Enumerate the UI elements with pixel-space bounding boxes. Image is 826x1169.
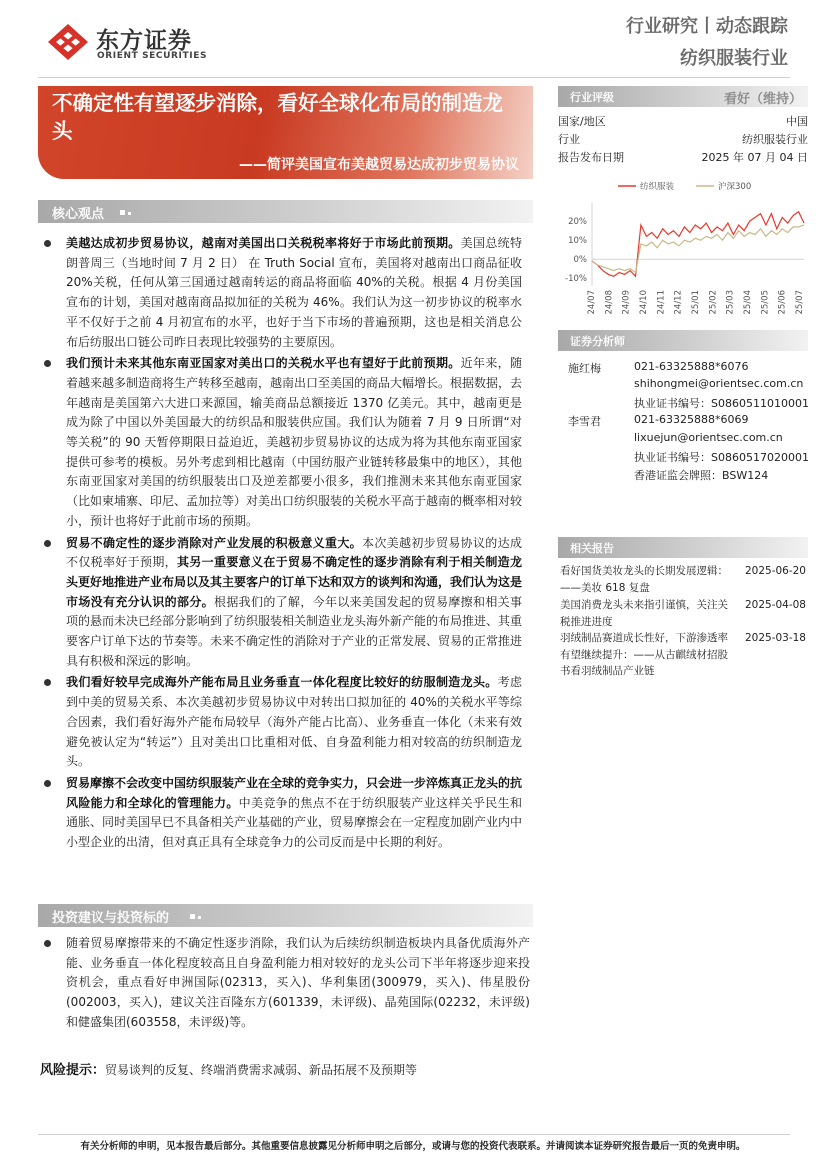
- rating-val: 纺织服装行业: [742, 133, 808, 146]
- chart-legend: [618, 181, 751, 192]
- header-divider: [38, 77, 790, 78]
- legend-label: 纺织服装: [640, 182, 675, 192]
- x-tick-label: 24/11: [656, 290, 667, 315]
- core-point-4-body: 考虑到中美的贸易关系、本次美越初步贸易协议中对转出口拟加征的 40%的关税水平等综合因素，我们看好海外产能布局较早（海外产能占比高）、业务垂直一体化（未来有效避免被认定为“转运”）且对美出口比重相对低、自身盈利能力相对较高的纺织制造龙头。: [66, 675, 522, 769]
- invest-advice: [38, 934, 530, 1035]
- core-point-2-lead: 我们预计未来其他东南亚国家对美出口的关税水平也有望好于此前预期。: [66, 356, 461, 371]
- rating-key: 报告发布日期: [558, 151, 624, 164]
- core-point-5-lead: 贸易摩擦不会改变中国纺织服装产业在全球的竞争实力，只会进一步淬炼真正龙头的抗风险能力和全球化的管理能力。: [66, 775, 523, 810]
- analyst-phone: 021-63325888*6069: [634, 413, 749, 426]
- report-subtitle: ——简评美国宣布美越贸易达成初步贸易协议: [239, 157, 519, 173]
- core-point-4: [38, 673, 522, 772]
- y-tick-label: 20%: [568, 217, 587, 228]
- rating-value: 看好（维持）: [723, 92, 802, 107]
- core-point-3-mid: 本次美越初步贸易协议的达成不仅税率好于预期，: [66, 535, 522, 570]
- analyst-name: 施红梅: [568, 362, 601, 375]
- core-points: [38, 234, 522, 855]
- analyst-name: 李雪君: [568, 415, 601, 428]
- section-dots-icon: [190, 914, 206, 920]
- analyst-hk-license: 香港证监会牌照：BSW124: [634, 469, 769, 482]
- chart-y-ticks: [565, 217, 587, 284]
- related-report-title[interactable]: 看好国货美妆龙头的长期发展逻辑：——美妆 618 复盘: [560, 565, 728, 594]
- section-dots-icon: [120, 210, 136, 216]
- x-tick-label: 24/10: [639, 290, 649, 315]
- x-tick-label: 24/07: [587, 290, 597, 315]
- related-report-title[interactable]: 羽绒制品赛道成长性好，下游渗透率有望继续提升：——从古麒绒材招股书看羽绒制品产业链: [560, 632, 728, 677]
- series-line: [592, 212, 804, 277]
- core-point-4-lead: 我们看好较早完成海外产能布局且业务垂直一体化程度比较好的纺服制造龙头。: [66, 675, 498, 690]
- related-report[interactable]: [560, 597, 808, 630]
- x-tick-label: 25/04: [743, 290, 753, 315]
- invest-point: 随着贸易摩擦带来的不确定性逐步消除，我们认为后续纺织制造板块内具备优质海外产能、业务垂直一体化程度较高且自身盈利能力相对较好的龙头公司下半年将逐步迎来投资机会，重点看好申洲国际(02313，买入)、华利集团(300979，买入)、伟星股份(002003，买入)，建议关注百隆东方(601339，未评级)、晶苑国际(02232，未评级)和健盛集团(603558，未评级)等。: [38, 934, 530, 1033]
- rating-label: 行业评级: [570, 91, 614, 104]
- x-tick-label: 25/01: [691, 290, 701, 315]
- footer-disclaimer: 有关分析师的申明，见本报告最后部分。其他重要信息披露见分析师申明之后部分，或请与您的投资代表联系。并请阅读本证券研究报告最后一页的免责申明。: [80, 1141, 746, 1152]
- report-type: 行业研究丨动态跟踪: [626, 16, 788, 37]
- core-section-title: 核心观点: [52, 207, 105, 222]
- analyst-section-title: 证券分析师: [570, 335, 625, 348]
- related-report-date: 2025-03-18: [744, 632, 806, 644]
- core-point-3-lead: 贸易不确定性的逐步消除对产业发展的积极意义重大。: [66, 535, 362, 550]
- core-point-3: [38, 534, 522, 672]
- core-point-1: [38, 234, 522, 352]
- risk-text: 贸易谈判的反复、终端消费需求减弱、新品拓展不及预期等: [105, 1063, 418, 1077]
- risk-warning: [40, 1059, 417, 1078]
- x-tick-label: 24/12: [673, 290, 684, 315]
- core-point-2-body: 近年来，随着越来越多制造商将生产转移至越南，越南出口至美国的商品大幅增长。根据数据，去年越南是美国第六大进口来源国，输美商品总额接近 1370 亿美元。其中，越南更是成为除了中国以外美国最大的纺织品和服装供应国。我们认为随着 7 月 9 日所谓“对等关税”的 90 天暂停期限日益迫近，美越初步贸易协议的达成为将为其他东南亚国家提供可参考的模板。另外考虑到相比越南（中国纺服产业链转移最集中的地区），其他东南亚国家对美国的纺织服装出口及逆差都要小很多，我们推测未来其他东南亚国家（比如柬埔寨、印尼、孟加拉等）对美出口纺织服装的关税水平高于越南的概率相对较小，预计也将好于此前市场的预期。: [66, 356, 523, 528]
- x-tick-label: 25/03: [725, 290, 736, 315]
- core-point-3-emphasis: 其另一重要意义在于贸易不确定性的逐步消除有利于相关制造龙头更好地推进产业布局以及其主要客户的订单下达和双方的谈判和沟通，我们认为这是市场没有充分认识的部分。: [66, 555, 523, 609]
- analyst-cert: 执业证书编号：S0860517020001: [634, 451, 809, 464]
- analyst-section-bar: [558, 330, 808, 351]
- report-title: 不确定性有望逐步消除，看好全球化布局的制造龙头: [52, 91, 503, 143]
- rating-key: 国家/地区: [558, 115, 606, 128]
- logo-text: 东方证券: [96, 28, 192, 54]
- series-line: [592, 225, 804, 273]
- related-report-title[interactable]: 美国消费龙头未来指引谨慎，关注关税推进进度: [560, 599, 728, 628]
- related-section-title: 相关报告: [570, 542, 614, 555]
- legend-label: 沪深300: [718, 182, 752, 192]
- related-report[interactable]: [560, 630, 808, 680]
- header-right: [626, 12, 788, 70]
- x-tick-label: 24/08: [604, 290, 615, 315]
- y-tick-label: 0%: [573, 255, 587, 266]
- related-report-date: 2025-06-20: [744, 565, 806, 577]
- core-point-5-body: 中美竞争的焦点不在于纺织服装产业这样关乎民生和通胀、同时美国早已不具备相关产业基础的产业，贸易摩擦会在一定程度加剧产业内中小型企业的出清，但对真正具有全球竞争力的公司反而是中长期的利好。: [66, 795, 523, 850]
- y-tick-label: 10%: [568, 236, 587, 247]
- performance-chart: [558, 178, 808, 323]
- analyst-phone: 021-63325888*6076: [634, 360, 749, 373]
- analyst-email[interactable]: lixuejun@orientsec.com.cn: [634, 431, 783, 444]
- chart-lines: [592, 212, 804, 277]
- x-tick-label: 25/05: [760, 290, 771, 315]
- x-tick-label: 25/07: [795, 290, 805, 315]
- rating-bar: [558, 86, 808, 107]
- invest-section-title: 投资建议与投资标的: [52, 911, 170, 926]
- x-tick-label: 25/06: [777, 290, 788, 315]
- core-point-5: [38, 774, 522, 853]
- y-tick-label: -10%: [565, 274, 587, 285]
- rating-val: 2025 年 07 月 04 日: [701, 151, 808, 164]
- related-report-date: 2025-04-08: [744, 599, 806, 611]
- related-section-bar: [558, 537, 808, 558]
- x-tick-label: 24/09: [621, 290, 632, 315]
- x-tick-label: 25/02: [708, 290, 719, 315]
- rating-key: 行业: [558, 133, 580, 146]
- title-banner: [38, 86, 533, 179]
- footer-divider: [38, 1134, 790, 1135]
- analyst-cert: 执业证书编号：S0860511010001: [634, 397, 809, 410]
- chart-x-ticks: [587, 290, 805, 315]
- core-point-2: [38, 354, 522, 531]
- core-point-3-body: 根据我们的了解，今年以来美国发起的贸易摩擦和相关事项的悬而未决已经部分影响到了纺织服装相关制造业龙头海外新产能的布局推进、其重要客户订单下达的节奏等。未来不确定性的消除对于产业的正常发展、贸易的正常推进具有积极和深远的影响。: [66, 594, 523, 668]
- logo-text-en: ORIENT SECURITIES: [97, 51, 208, 61]
- analyst-email[interactable]: shihongmei@orientsec.com.cn: [634, 377, 804, 390]
- risk-label: 风险提示：: [40, 1063, 106, 1078]
- core-section-bar: [38, 200, 533, 223]
- industry-name: 纺织服装行业: [680, 48, 788, 69]
- rating-val: 中国: [786, 115, 808, 128]
- logo-mark-icon: [46, 22, 90, 62]
- related-report[interactable]: [560, 563, 808, 596]
- core-point-1-body: 美国总统特朗普周三（当地时间 7 月 2 日） 在 Truth Social 宣布，美国将对越南出口商品征收 20%关税，任何从第三国通过越南转运的商品将面临 40%的关税。根据 4 月份美国宣布的计划，美国对越南商品拟加征的关税为 46%。我们认为这一初步协议的税率水平不仅好于之前 4 月初宣布的水平，也好于当下市场的普遍预期，这也是相关消息公布后纺服出口链公司昨日表现比较强势的主要原因。: [66, 236, 522, 349]
- company-logo: [46, 22, 236, 62]
- invest-section-bar: [38, 904, 533, 927]
- core-point-1-lead: 美越达成初步贸易协议，越南对美国出口关税税率将好于市场此前预期。: [66, 236, 461, 250]
